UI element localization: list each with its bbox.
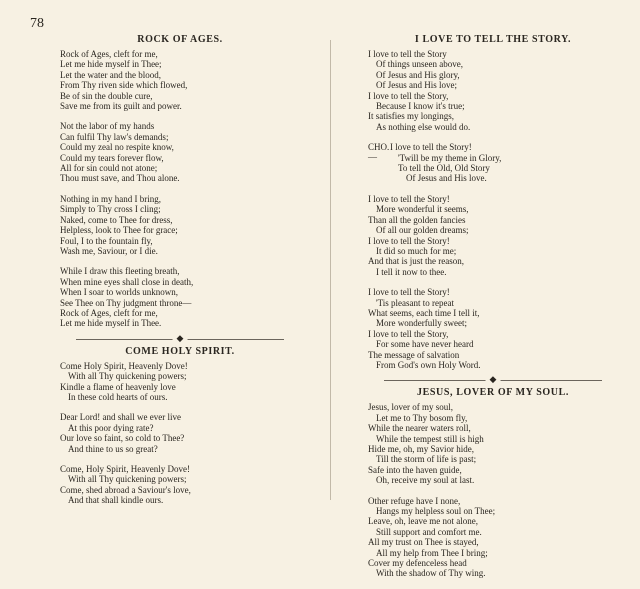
line: Kindle a flame of heavenly love (60, 381, 176, 392)
line: Let the water and the blood, (60, 69, 161, 80)
line: All my help from Thee I bring; (376, 547, 488, 558)
line: See Thee on Thy judgment throne— (60, 297, 192, 308)
jesus-stanza-1 (368, 402, 618, 485)
line: With all Thy quickening powers; (68, 371, 187, 382)
line: Let me hide myself in Thee. (60, 318, 162, 329)
line: Let me hide myself in Thee; (60, 59, 162, 70)
rock-stanza-2 (60, 121, 300, 183)
line: Oh, receive my soul at last. (376, 475, 475, 486)
line: Till the storm of life is past; (376, 454, 477, 465)
hymn-title-come-holy-spirit: COME HOLY SPIRIT. (125, 345, 235, 357)
line: The message of salvation (368, 349, 460, 360)
line: When mine eyes shall close in death, (60, 276, 194, 287)
line: 'Twill be my theme in Glory, (398, 152, 502, 163)
spirit-stanza-1 (60, 361, 300, 403)
line: To tell the Old, Old Story (398, 163, 490, 174)
line: Hangs my helpless soul on Thee; (376, 506, 496, 517)
line: Helpless, look to Thee for grace; (60, 225, 178, 236)
line: I love to tell the Story! (368, 287, 450, 298)
line: Come, Holy Spirit, Heavenly Dove! (60, 464, 190, 474)
line: Because I know it's true; (376, 101, 465, 112)
line: I love to tell the Story! (368, 235, 450, 246)
left-column (60, 34, 300, 516)
column-divider (330, 40, 331, 500)
line: It satisfies my longings, (368, 111, 454, 122)
line: In these cold hearts of ours. (68, 391, 168, 402)
line: I love to tell the Story! (390, 142, 472, 153)
line: While the tempest still is high (376, 433, 484, 444)
line: Rock of Ages, cleft for me, (60, 307, 158, 318)
line: Naked, come to Thee for dress, (60, 214, 173, 225)
line: Come, shed abroad a Saviour's love, (60, 484, 191, 495)
line: Could my tears forever flow, (60, 152, 164, 163)
hymn-title-jesus-lover-of-my-soul: JESUS, LOVER OF MY SOUL. (416, 387, 569, 399)
story-stanza-1 (368, 49, 618, 132)
line: More wonderfully sweet; (376, 318, 467, 329)
line: With all Thy quickening powers; (68, 474, 187, 485)
rock-stanza-3 (60, 194, 300, 256)
line: Can fulfil Thy law's demands; (60, 131, 169, 142)
line: Cover my defenceless head (368, 558, 467, 569)
chorus-label: CHO.— (368, 142, 390, 163)
line: Of Jesus and His love. (406, 173, 487, 184)
line: Jesus, lover of my soul, (368, 402, 453, 413)
line: Of Jesus and His glory, (376, 69, 460, 80)
spirit-stanza-2 (60, 412, 300, 454)
hymn-title-i-love-to-tell-the-story: I LOVE TO TELL THE STORY. (414, 34, 572, 45)
line: While the nearer waters roll, (368, 423, 471, 434)
line: I tell it now to thee. (376, 266, 447, 277)
line: And that shall kindle ours. (68, 495, 164, 506)
jesus-stanza-2 (368, 496, 618, 579)
hymn-title-rock-of-ages: ROCK OF AGES. (137, 34, 223, 45)
line: Could my zeal no respite know, (60, 142, 174, 153)
line: Dear Lord! and shall we ever live (60, 412, 181, 423)
rock-stanza-4 (60, 266, 300, 328)
line: What seems, each time I tell it, (368, 307, 480, 318)
line: Hide me, oh, my Savior hide, (368, 444, 474, 454)
line: Safe into the haven guide, (368, 464, 462, 475)
line: More wonderful it seems, (376, 204, 469, 215)
right-column (368, 34, 618, 589)
line: Still support and comfort me. (376, 526, 482, 537)
line: I love to tell the Story, (368, 90, 449, 101)
line: Nothing in my hand I bring, (60, 193, 161, 204)
line: Simply to Thy cross I cling; (60, 204, 161, 215)
section-divider (76, 339, 284, 340)
line: I love to tell the Story (368, 49, 447, 59)
line: While I draw this fleeting breath, (60, 266, 180, 277)
line: From God's own Holy Word. (376, 359, 481, 370)
line: Foul, I to the fountain fly, (60, 235, 153, 246)
line: And thine to us so great? (68, 443, 158, 454)
line: All my trust on Thee is stayed, (368, 537, 479, 548)
line: Leave, oh, leave me not alone, (368, 516, 478, 527)
line: Of things unseen above, (376, 59, 463, 70)
line: Wash me, Saviour, or I die. (60, 245, 158, 256)
line: And that is just the reason, (368, 256, 464, 267)
line: Rock of Ages, cleft for me, (60, 49, 158, 59)
line: From Thy riven side which flowed, (60, 80, 188, 91)
story-stanza-2 (368, 194, 618, 277)
line: As nothing else would do. (376, 121, 471, 132)
line: Not the labor of my hands (60, 121, 155, 132)
line: Thou must save, and Thou alone. (60, 173, 180, 184)
line: With the shadow of Thy wing. (376, 568, 486, 579)
line: I love to tell the Story, (368, 328, 449, 339)
story-stanza-3 (368, 287, 618, 370)
line: For some have never heard (376, 339, 474, 350)
spirit-stanza-3 (60, 464, 300, 506)
line: All for sin could not atone; (60, 163, 158, 174)
line: At this poor dying rate? (68, 422, 154, 433)
line: Come Holy Spirit, Heavenly Dove! (60, 360, 188, 371)
line: Be of sin the double cure, (60, 90, 153, 101)
story-chorus (368, 142, 618, 184)
rock-stanza-1 (60, 49, 300, 111)
section-divider (384, 380, 602, 381)
line: 'Tis pleasant to repeat (376, 297, 455, 308)
line: Save me from its guilt and power. (60, 101, 182, 112)
line: Than all the golden fancies (368, 214, 466, 225)
line: I love to tell the Story! (368, 193, 450, 204)
line: Of Jesus and His love; (376, 80, 457, 91)
line: Let me to Thy bosom fly, (376, 412, 468, 423)
line: When I soar to worlds unknown, (60, 287, 178, 298)
line: It did so much for me; (376, 245, 457, 256)
line: Other refuge have I none, (368, 495, 461, 506)
line: Of all our golden dreams; (376, 225, 469, 236)
page-number: 78 (30, 16, 44, 31)
line: Our love so faint, so cold to Thee? (60, 433, 185, 444)
